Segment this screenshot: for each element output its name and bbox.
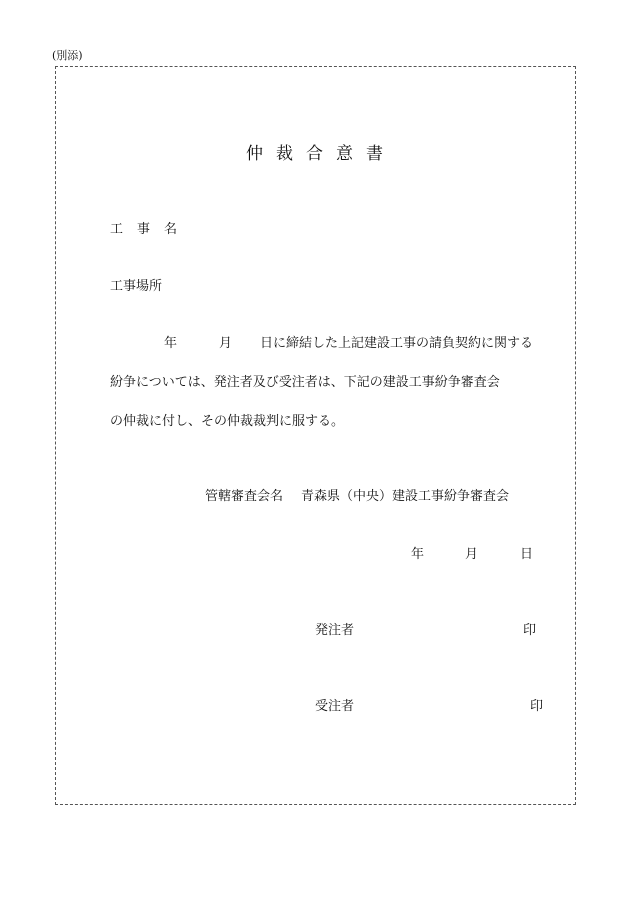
contract-month-label: 月: [219, 336, 233, 351]
construction-name-label: 工事名: [110, 222, 192, 237]
contract-year-label: 年: [164, 336, 178, 351]
orderer-label: 発注者: [315, 623, 355, 638]
agreement-line-1: 日に締結した上記建設工事の請負契約に関する: [260, 336, 534, 351]
committee-name: 青森県（中央）建設工事紛争審査会: [301, 489, 510, 504]
date-day-label: 日: [520, 547, 534, 562]
committee-label: 管轄審査会名: [205, 489, 284, 504]
document-title: 仲裁合意書: [246, 144, 396, 164]
contractor-seal-mark: 印: [530, 699, 544, 714]
date-month-label: 月: [465, 547, 479, 562]
contractor-label: 受注者: [315, 699, 355, 714]
construction-site-label: 工事場所: [110, 279, 163, 294]
agreement-line-3: の仲裁に付し、その仲裁裁判に服する。: [110, 414, 345, 429]
attachment-label: (別添): [52, 49, 83, 62]
date-year-label: 年: [411, 547, 425, 562]
agreement-line-2: 紛争については、発注者及び受注者は、下記の建設工事紛争審査会: [110, 375, 500, 390]
orderer-seal-mark: 印: [523, 623, 537, 638]
document-frame: [55, 66, 576, 805]
